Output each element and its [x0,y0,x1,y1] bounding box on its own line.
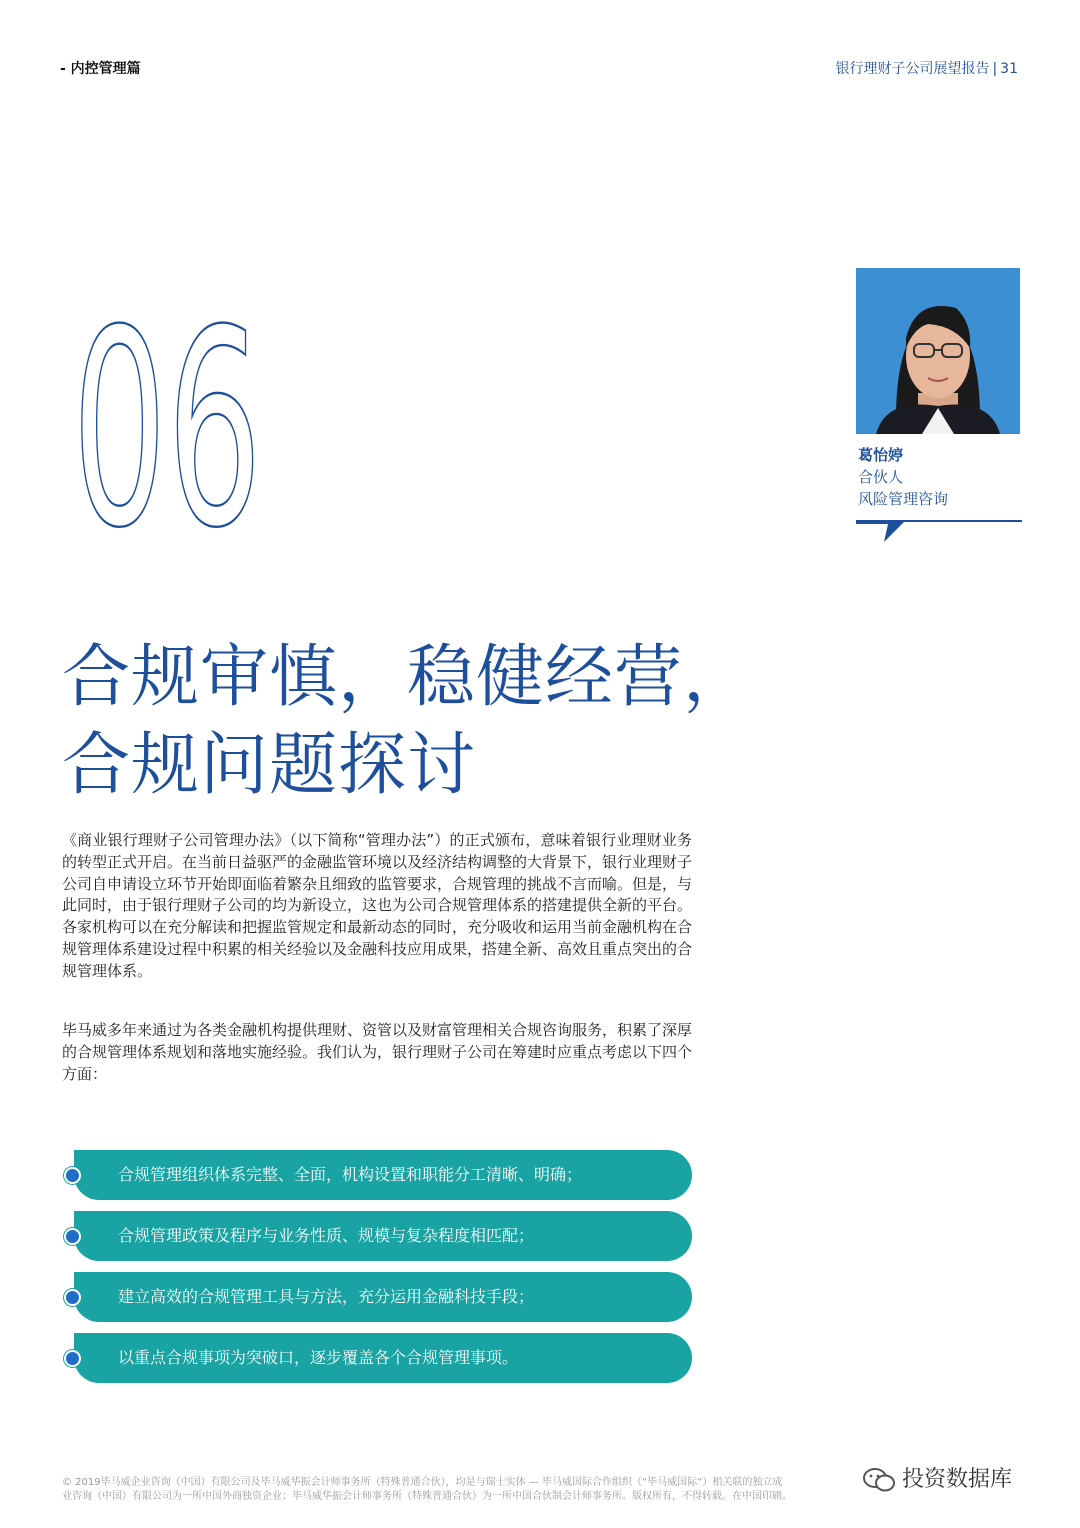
section-tag: - 内控管理篇 [60,61,141,77]
chapter-number [72,272,272,587]
author-card [858,444,948,510]
author-role: 合伙人 [858,468,904,486]
chapter-number-text: 06 [72,272,262,587]
key-point-text: 建立高效的合规管理工具与方法，充分运用金融科技手段； [118,1287,535,1306]
key-point-text: 合规管理政策及程序与业务性质、规模与复杂程度相匹配； [118,1226,535,1245]
body-paragraph-1: 《商业银行理财子公司管理办法》（以下简称“管理办法”）的正式颁布，意味着银行业理财业务的转型正式开启。在当前日益驱严的金融监管环境以及经济结构调整的大背景下，银行业理财子公司自申请设立环节开始即面临着繁杂且细致的监管要求，合规管理的挑战不言而喻。但是，与此同时，由于银行理财子公司的均为新设立，这也为公司合规管理体系的搭建提供全新的平台。各家机构可以在充分解读和把握监管规定和最新动态的同时，充分吸收和运用当前金融机构在合规管理体系建设过程中积累的相关经验以及金融科技应用成果，搭建全新、高效且重点突出的合规管理体系。 [62,831,693,980]
copyright-footer [62,1476,882,1504]
author-photo [856,268,1020,434]
key-point-item [62,1272,702,1322]
report-title: 银行理财子公司展望报告 [835,61,990,77]
key-point-item [62,1333,702,1383]
key-points-list [62,1150,702,1394]
key-point-text: 以重点合规事项为突破口，逐步覆盖各个合规管理事项。 [118,1348,519,1367]
body-paragraph-2: 毕马威多年来通过为各类金融机构提供理财、资管以及财富管理相关合规咨询服务，积累了深厚的合规管理体系规划和落地实施经验。我们认为，银行理财子公司在筹建时应重点考虑以下四个方面： [62,1021,693,1083]
header-separator: | [992,61,998,77]
bullet-dot-icon [64,1350,81,1367]
bullet-dot-icon [64,1228,81,1245]
watermark [862,1462,1012,1494]
headline-line-1: 合规审慎，稳健经营， [62,638,753,717]
bullet-dot-icon [64,1167,81,1184]
wechat-icon [862,1466,896,1494]
author-underline-arrow [856,516,1022,546]
author-department: 风险管理咨询 [858,490,949,508]
page-headline [62,634,752,810]
report-header [835,58,1018,78]
bullet-dot-icon [64,1289,81,1306]
author-portrait-illustration [856,268,1020,434]
author-name: 葛怡婷 [858,446,904,464]
page-number: 31 [1000,61,1018,77]
copyright-line-1: © 2019毕马威企业咨询（中国）有限公司及毕马威华振会计师事务所（特殊普通合伙），均是与瑞士实体 — 毕马威国际合作组织（“毕马威国际”）相关联的独立成 [62,1477,783,1488]
key-point-item [62,1211,702,1261]
copyright-line-2: 业咨询（中国）有限公司为一所中国外商独资企业；毕马威华振会计师事务所（特殊普通合伙）为一所中国合伙制会计师事务所。版权所有，不得转载。在中国印刷。 [62,1491,792,1502]
key-point-text: 合规管理组织体系完整、全面，机构设置和职能分工清晰、明确； [118,1165,583,1184]
key-point-item [62,1150,702,1200]
watermark-text: 投资数据库 [902,1467,1013,1492]
headline-line-2: 合规问题探讨 [62,726,477,805]
